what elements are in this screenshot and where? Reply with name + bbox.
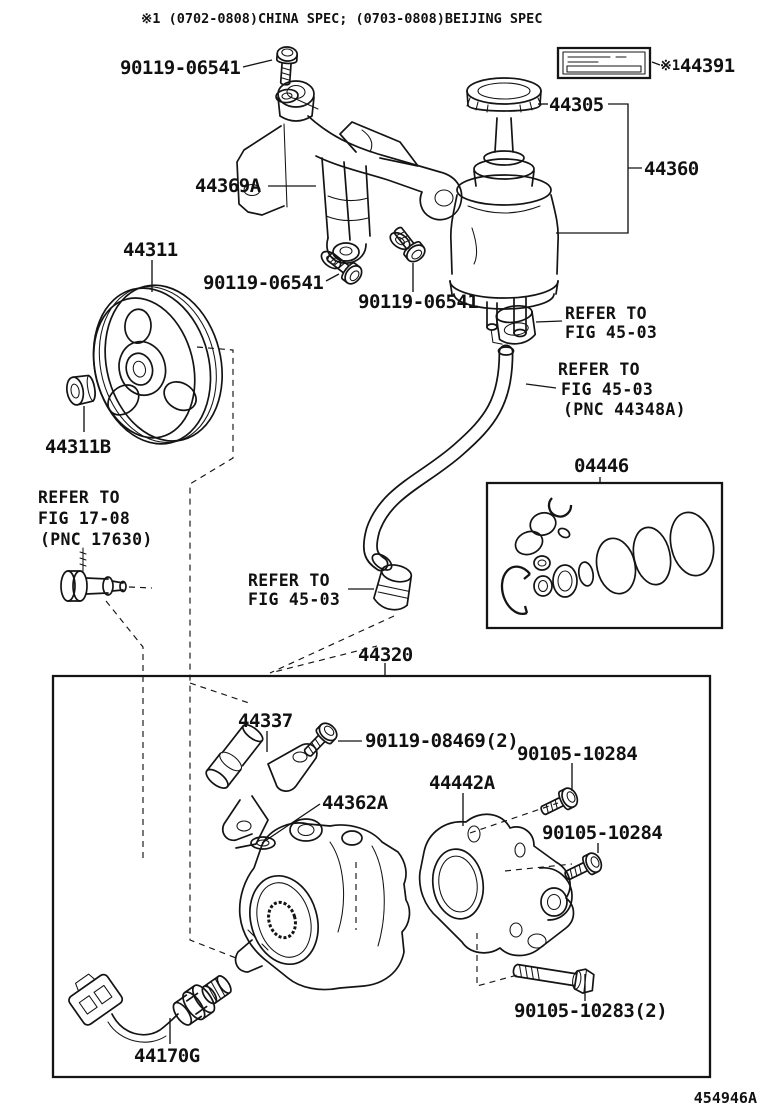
part-label-44369a[interactable]: 44369A (195, 175, 261, 197)
part-label-44391-prefix: ※1 (660, 58, 681, 74)
part-label-44362a[interactable]: 44362A (322, 792, 388, 814)
part-label-90119-06541-left[interactable]: 90119-06541 (203, 272, 324, 294)
ref-fig45-03-hose-line2: FIG 45-03 (561, 380, 654, 399)
pulley-drawing (77, 273, 238, 457)
ref-fig45-03-hose-line3: (PNC 44348A) (563, 400, 686, 419)
part-label-44311b[interactable]: 44311B (45, 436, 111, 458)
part-label-44391[interactable]: 44391 (680, 55, 735, 77)
part-label-90105-10284-upper[interactable]: 90105-10284 (517, 743, 638, 765)
ref-fig17-08-line3: (PNC 17630) (40, 530, 153, 549)
part-label-90119-08469[interactable]: 90119-08469(2) (365, 730, 519, 752)
part-label-04446[interactable]: 04446 (574, 455, 629, 477)
part-label-44305[interactable]: 44305 (549, 94, 604, 116)
bolt-10284-upper-drawing (538, 786, 581, 821)
caution-plate-drawing (558, 48, 660, 78)
suction-hose-drawing (370, 347, 514, 573)
diagram-code: 454946A (693, 1089, 757, 1107)
part-label-90119-06541-upper[interactable]: 90119-06541 (120, 57, 241, 79)
pressure-switch-drawing (62, 966, 237, 1042)
pump-housing-drawing (236, 819, 410, 990)
seal-kit-drawing (487, 483, 722, 628)
fitting-17630-drawing (61, 548, 152, 601)
ref-fig45-03-clamp-line2: FIG 45-03 (565, 323, 658, 342)
part-label-44311[interactable]: 44311 (123, 239, 178, 261)
ref-fig17-08-line2: FIG 17-08 (38, 509, 131, 528)
reservoir-cap-drawing (467, 78, 541, 152)
bolt-08469-drawing (299, 720, 340, 761)
assembly-dashed-lines (106, 347, 572, 986)
ref-fig45-03-lower-line1: REFER TO (248, 571, 330, 590)
bolt-06541-lower-drawing (389, 223, 428, 265)
union-tube-drawing (203, 721, 317, 849)
part-label-44320[interactable]: 44320 (358, 644, 413, 666)
pulley-hub-drawing (65, 374, 97, 406)
part-label-44360[interactable]: 44360 (644, 158, 699, 180)
pump-bracket-drawing (237, 81, 462, 263)
ref-fig17-08-line1: REFER TO (38, 488, 120, 507)
part-label-90105-10284-lower[interactable]: 90105-10284 (542, 822, 663, 844)
ref-fig45-03-lower-line2: FIG 45-03 (248, 590, 341, 609)
part-label-90105-10283[interactable]: 90105-10283(2) (514, 1000, 668, 1022)
spec-note: ※1 (0702-0808)CHINA SPEC; (0703-0808)BEIJING SPEC (141, 11, 543, 27)
bolt-06541-upper-drawing (275, 46, 298, 85)
part-label-44442a[interactable]: 44442A (429, 772, 495, 794)
part-label-44337[interactable]: 44337 (238, 710, 293, 732)
bolt-10283-drawing (512, 958, 596, 994)
ref-fig45-03-hose-line1: REFER TO (558, 360, 640, 379)
ref-fig45-03-clamp-line1: REFER TO (565, 304, 647, 323)
part-label-44170g[interactable]: 44170G (134, 1045, 200, 1067)
part-label-90119-06541-lower[interactable]: 90119-06541 (358, 291, 479, 313)
